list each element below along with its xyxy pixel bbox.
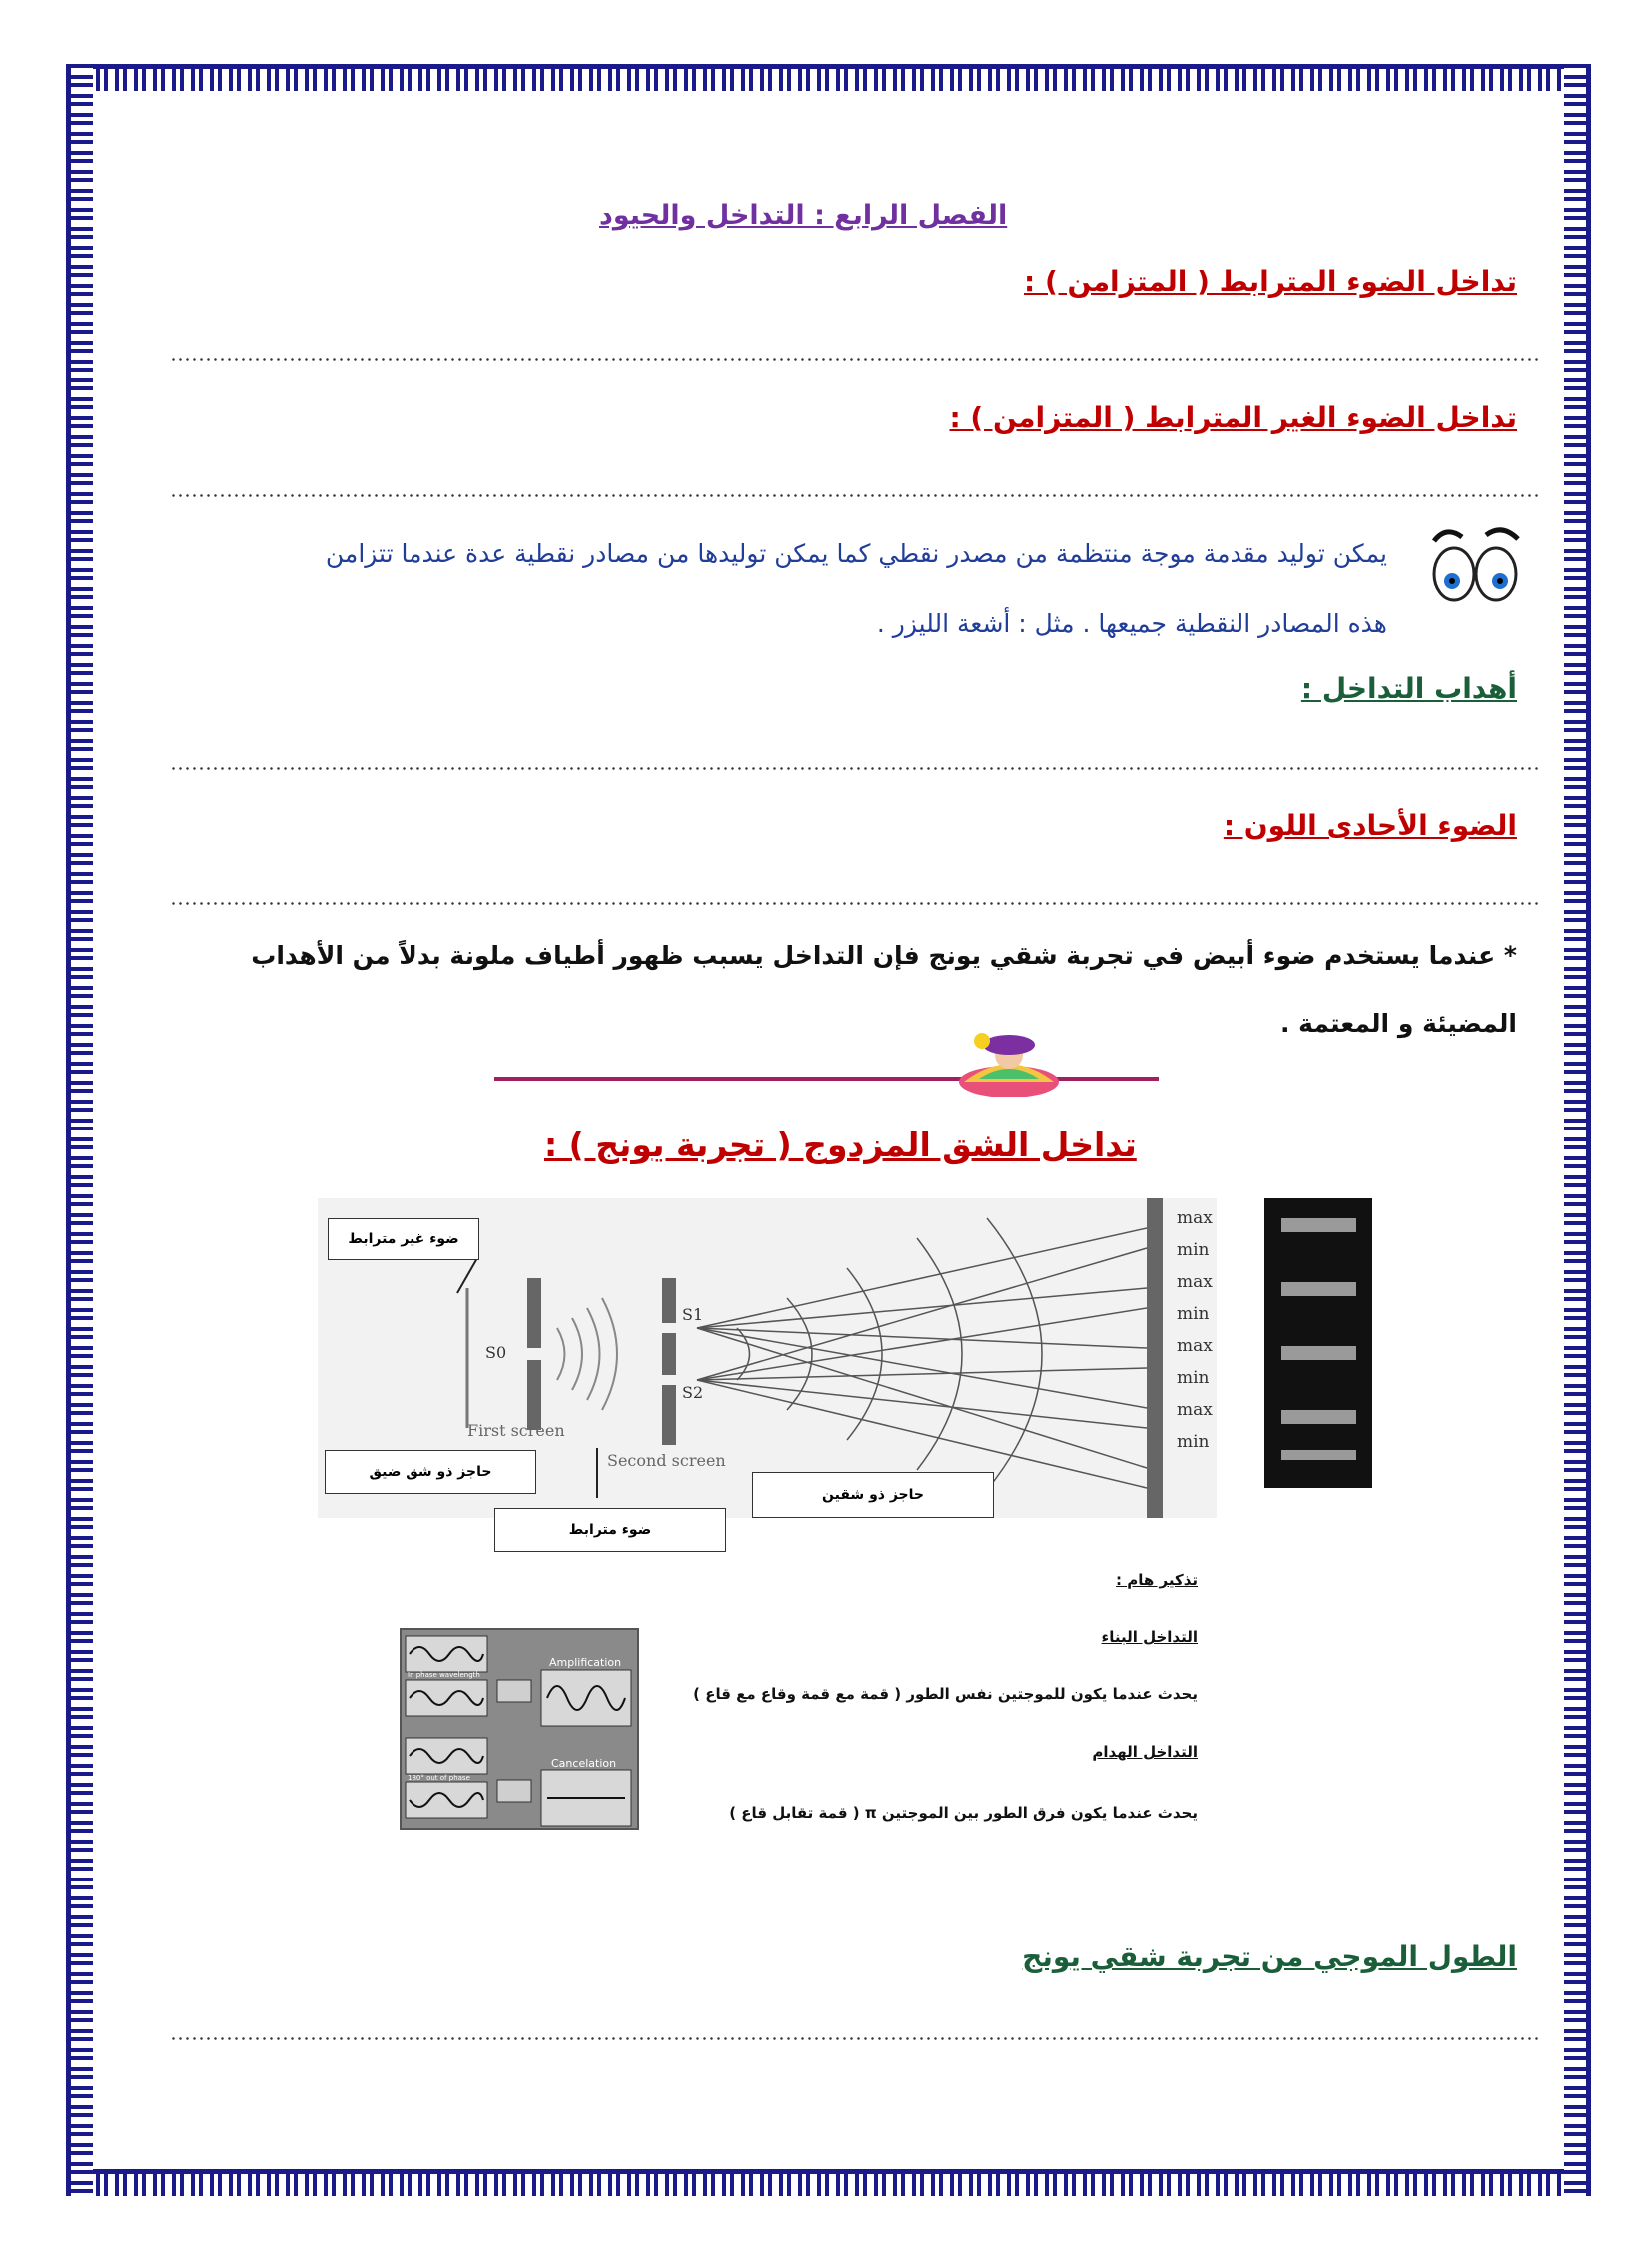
page-border-top <box>66 64 1586 91</box>
fringe-label: min <box>1177 1304 1210 1324</box>
reminder-title: تذكير هام : <box>1116 1571 1198 1589</box>
heading-wavelength: الطول الموجي من تجربة شقي يونج <box>1022 1940 1517 1973</box>
fringe-label: min <box>1177 1368 1210 1388</box>
white-light-line-2: المضيئة و المعتمة . <box>1279 1009 1517 1038</box>
out-phase-label: 180° out of phase <box>408 1774 470 1782</box>
s0-label: S0 <box>485 1343 507 1362</box>
note-line-1: يمكن توليد مقدمة موجة منتظمة من مصدر نقطي كما يمكن توليدها من مصادر نقطية عدة عندما تتزامن <box>325 539 1387 568</box>
constructive-desc: يحدث عندما يكون للموجتين نفس الطور ( قمة مع قمة وقاع مع قاع ) <box>693 1685 1198 1703</box>
wave-interference-figure <box>400 1628 639 1830</box>
answer-line <box>170 767 1540 770</box>
heading-goals: أهداب التداخل : <box>1300 672 1517 705</box>
fringe-label: min <box>1177 1240 1210 1260</box>
page-border-bottom <box>66 2169 1586 2196</box>
eyes-icon <box>1416 519 1536 609</box>
answer-line <box>170 358 1540 361</box>
in-phase-label: In phase wavelength <box>408 1671 480 1679</box>
heading-coherent: تداخل الضوء المترابط ( المتزامن ) : <box>1024 265 1517 298</box>
fringe-label: max <box>1177 1400 1213 1420</box>
fringe-label: max <box>1177 1272 1213 1292</box>
label-coherent-light: ضوء مترابط <box>494 1508 726 1552</box>
heading-double-slit: تداخل الشق المزدوج ( تجربة يونج ) : <box>544 1126 1137 1164</box>
label-two-slits: حاجز ذو شقين <box>752 1472 994 1518</box>
s1-label: S1 <box>682 1305 704 1324</box>
note-line-2: هذه المصادر النقطية جميعها . مثل : أشعة الليزر . <box>876 609 1387 638</box>
second-screen-label: Second screen <box>607 1451 726 1470</box>
first-screen-label: First screen <box>467 1421 565 1440</box>
destructive-desc: يحدث عندما يكون فرق الطور بين الموجتين π ( قمة تقابل قاع ) <box>729 1804 1198 1822</box>
fringe-label: min <box>1177 1432 1210 1452</box>
amplification-label: Amplification <box>549 1656 622 1669</box>
answer-line <box>170 494 1540 497</box>
heading-incoherent: تداخل الضوء الغير المترابط ( المتزامن ) : <box>949 401 1517 434</box>
page-border-right <box>1564 64 1591 2196</box>
fringe-label: max <box>1177 1208 1213 1228</box>
cancelation-label: Cancelation <box>551 1757 617 1770</box>
s2-label: S2 <box>682 1383 704 1402</box>
page-border-left <box>66 64 93 2196</box>
destructive-title: التداخل الهدام <box>1092 1743 1198 1761</box>
fringe-label: max <box>1177 1336 1213 1356</box>
label-narrow-slit: حاجز ذو شق ضيق <box>325 1450 536 1494</box>
constructive-title: التداخل البناء <box>1101 1628 1198 1646</box>
heading-monochromatic: الضوء الأحادى اللون : <box>1223 809 1517 842</box>
chapter-title: الفصل الرابع : التداخل والحيود <box>599 200 1008 231</box>
white-light-line-1: * عندما يستخدم ضوء أبيض في تجربة شقي يونج فإن التداخل يسبب ظهور أطياف ملونة بدلاً من الأهداب <box>251 941 1517 970</box>
girl-clipart-icon <box>954 1027 1064 1097</box>
answer-line <box>170 902 1540 905</box>
answer-line <box>170 2037 1540 2040</box>
label-incoherent-light: ضوء غير مترابط <box>328 1218 479 1260</box>
